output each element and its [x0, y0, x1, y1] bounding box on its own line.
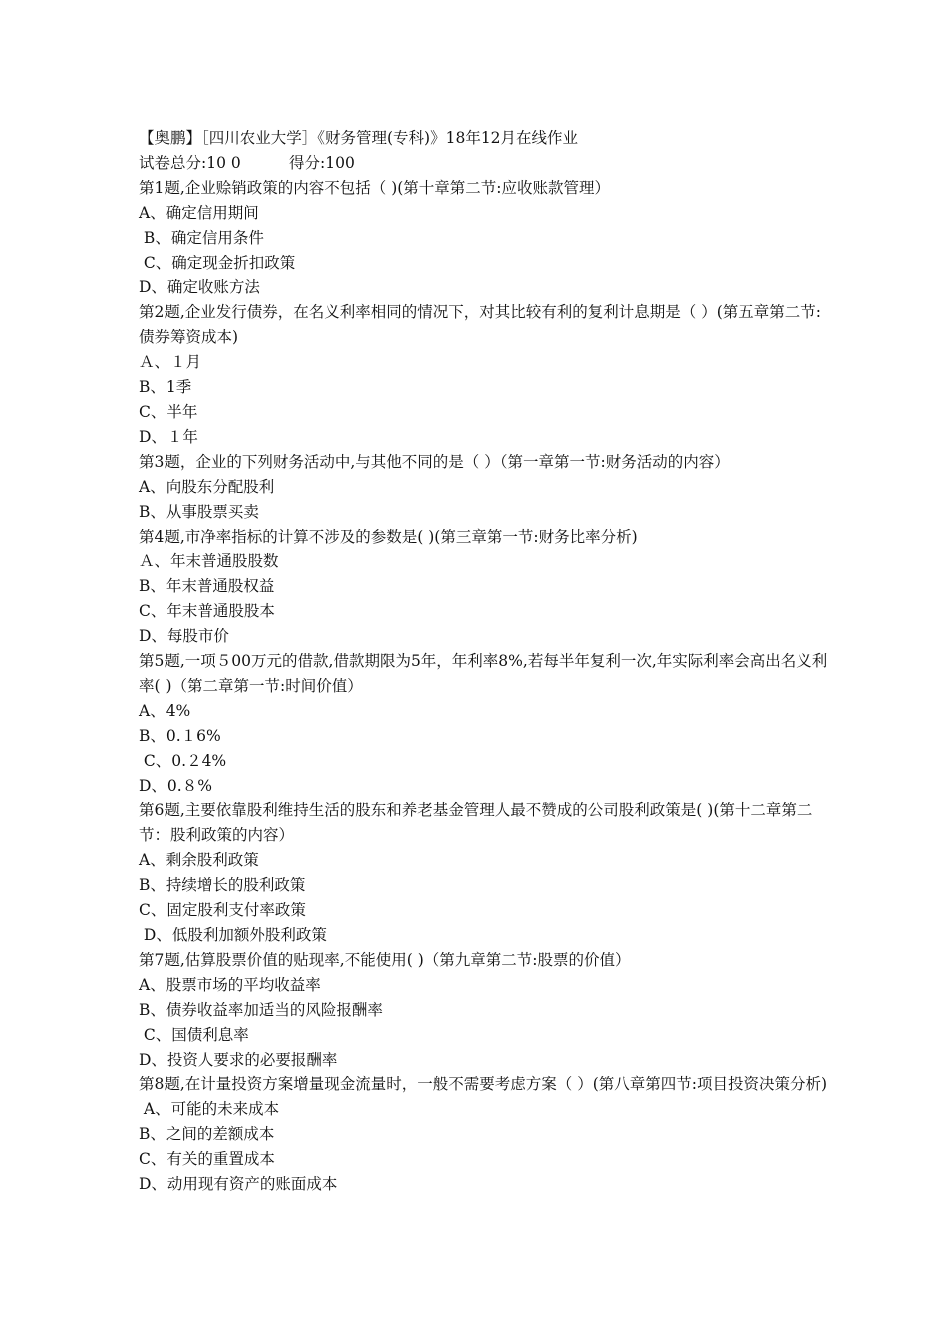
answer-option: A、可能的未来成本	[139, 1100, 280, 1119]
answer-option: D、0.８%	[139, 776, 212, 795]
answer-option: Ａ、年末普通股股数	[139, 552, 279, 571]
answer-option: D、确定收账方法	[139, 278, 260, 297]
answer-option: C、有关的重置成本	[139, 1150, 275, 1169]
answer-option: A、剩余股利政策	[139, 851, 259, 870]
question-stem: 第2题,企业发行债券，在名义利率相同的情况下，对其比较有利的复利计息期是（ ）(第五章第二节:债券筹资成本)	[139, 303, 821, 347]
question-block	[139, 1072, 829, 1197]
answer-option: D、１年	[139, 427, 198, 446]
answer-option: D、低股利加额外股利政策	[139, 926, 327, 944]
document-title: 【奥鹏】［四川农业大学］《财务管理(专科)》18年12月在线作业	[139, 129, 579, 147]
question-stem: 第1题,企业赊销政策的内容不包括（ )(第十章第二节:应收账款管理）	[139, 178, 611, 197]
answer-option: A、确定信用期间	[139, 203, 259, 222]
question-block	[139, 525, 829, 650]
answer-option: A、股票市场的平均收益率	[139, 975, 321, 994]
question-block	[139, 948, 829, 1073]
question-stem: 第5题,一项５00万元的借款,借款期限为5年，年利率8%,若每半年复利一次,年实际利率会高出名义利率( )（第二章第一节:时间价值）	[139, 652, 828, 695]
answer-option: B、确定信用条件	[139, 228, 264, 247]
answer-option: A、向股东分配股利	[139, 477, 275, 496]
answer-option: C、半年	[139, 402, 198, 421]
obtained-score: 得分:100	[289, 153, 355, 172]
answer-option: B、之间的差额成本	[139, 1125, 275, 1144]
answer-option: B、持续增长的股利政策	[139, 876, 306, 895]
answer-option: Ａ、１月	[139, 353, 202, 372]
question-block	[139, 798, 829, 947]
question-block	[139, 176, 829, 301]
answer-option: B、0.１6%	[139, 726, 221, 745]
answer-option: C、固定股利支付率政策	[139, 901, 306, 920]
question-stem: 第8题,在计量投资方案增量现金流量时，一般不需要考虑方案（ ）(第八章第四节:项目投资决策分析)	[139, 1075, 828, 1094]
question-stem: 第7题,估算股票价值的贴现率,不能使用( )（第九章第二节:股票的价值）	[139, 950, 631, 969]
question-stem: 第6题,主要依靠股利维持生活的股东和养老基金管理人最不赞成的公司股利政策是( )(第十二章第二节：股利政策的内容）	[139, 801, 813, 845]
total-score: 试卷总分:10 0	[139, 153, 241, 172]
question-stem: 第3题，企业的下列财务活动中,与其他不同的是（ ）（第一章第一节:财务活动的内容）	[139, 452, 730, 471]
question-block	[139, 450, 829, 525]
answer-option: D、动用现有资产的账面成本	[139, 1175, 338, 1194]
question-block	[139, 300, 829, 449]
answer-option: C、年末普通股股本	[139, 602, 275, 621]
question-list	[139, 176, 829, 1197]
question-stem: 第4题,市净率指标的计算不涉及的参数是( )(第三章第一节:财务比率分析)	[139, 527, 638, 546]
answer-option: A、4%	[139, 701, 191, 720]
question-block	[139, 649, 829, 798]
answer-option: B、债券收益率加适当的风险报酬率	[139, 1000, 383, 1019]
answer-option: C、确定现金折扣政策	[139, 253, 296, 272]
document-page	[139, 126, 829, 1197]
answer-option: C、0.２4%	[139, 751, 227, 770]
answer-option: D、投资人要求的必要报酬率	[139, 1050, 338, 1069]
answer-option: B、年末普通股权益	[139, 577, 275, 596]
score-summary	[139, 151, 829, 176]
answer-option: C、国债利息率	[139, 1025, 249, 1044]
answer-option: B、1季	[139, 378, 192, 397]
answer-option: D、每股市价	[139, 627, 229, 646]
answer-option: B、从事股票买卖	[139, 502, 259, 521]
